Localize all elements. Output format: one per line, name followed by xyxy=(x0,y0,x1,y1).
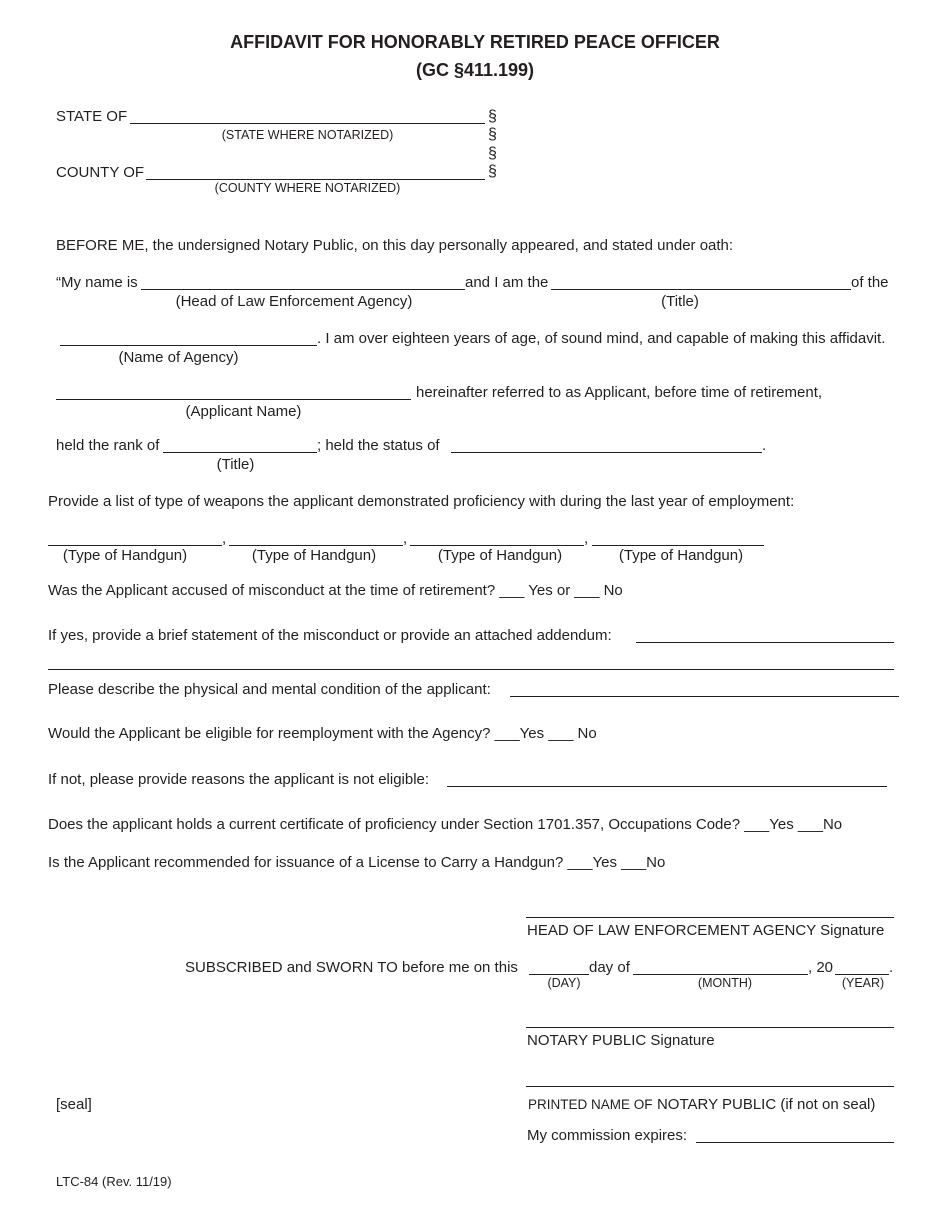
and-i-am-label: and I am the xyxy=(465,274,549,291)
misconduct-statement-field-2[interactable] xyxy=(48,669,894,670)
twenty-label: , 20 xyxy=(808,959,834,976)
comma: , xyxy=(222,530,227,547)
sworn-period: . xyxy=(889,959,894,976)
day-hint: (DAY) xyxy=(547,976,581,990)
section-mark: § xyxy=(488,145,497,162)
comma: , xyxy=(403,530,408,547)
section-mark: § xyxy=(488,108,497,125)
section-mark: § xyxy=(488,163,497,180)
seal-label: [seal] xyxy=(56,1096,92,1113)
handgun-field-3[interactable] xyxy=(410,545,584,546)
head-hint: (Head of Law Enforcement Agency) xyxy=(175,293,413,310)
printed-name-suffix: NOTARY PUBLIC (if not on seal) xyxy=(656,1096,876,1113)
year-hint: (YEAR) xyxy=(841,976,885,990)
month-field[interactable] xyxy=(633,974,808,975)
status-period: . xyxy=(762,437,767,454)
printed-name-label xyxy=(528,1096,875,1114)
county-field[interactable] xyxy=(146,179,485,180)
state-field[interactable] xyxy=(130,123,485,124)
head-title-field[interactable] xyxy=(551,289,851,290)
certificate-question: Does the applicant holds a current certificate of proficiency under Section 1701.357, Occupations Code? ___Yes ___No xyxy=(48,816,843,833)
not-eligible-field[interactable] xyxy=(447,786,887,787)
head-signature-field[interactable] xyxy=(526,917,894,918)
comma: , xyxy=(584,530,589,547)
misconduct-statement-label: If yes, provide a brief statement of the misconduct or provide an attached addendum: xyxy=(48,627,612,644)
misconduct-statement-field[interactable] xyxy=(636,642,894,643)
handgun-hint: (Type of Handgun) xyxy=(251,547,377,564)
condition-label: Please describe the physical and mental condition of the applicant: xyxy=(48,681,491,698)
handgun-field-1[interactable] xyxy=(48,545,222,546)
commission-label: My commission expires: xyxy=(527,1127,688,1144)
of-the-label: of the xyxy=(851,274,889,291)
my-name-label: “My name is xyxy=(56,274,138,291)
form-statute: (GC §411.199) xyxy=(415,60,535,80)
notary-signature-label: NOTARY PUBLIC Signature xyxy=(527,1032,715,1049)
rank-field[interactable] xyxy=(163,452,317,453)
held-status-label: ; held the status of xyxy=(317,437,440,454)
handgun-field-4[interactable] xyxy=(592,545,764,546)
applicant-field[interactable] xyxy=(56,399,411,400)
over-eighteen-text: . I am over eighteen years of age, of sound mind, and capable of making this affidavit. xyxy=(317,330,886,347)
status-field[interactable] xyxy=(451,452,762,453)
state-hint: (STATE WHERE NOTARIZED) xyxy=(221,128,394,142)
held-rank-label: held the rank of xyxy=(56,437,160,454)
head-signature-label: HEAD OF LAW ENFORCEMENT AGENCY Signature xyxy=(527,922,885,939)
title-hint: (Title) xyxy=(661,293,699,310)
head-name-field[interactable] xyxy=(141,289,465,290)
recommended-question: Is the Applicant recommended for issuance of a License to Carry a Handgun? ___Yes ___No xyxy=(48,854,666,871)
applicant-hint: (Applicant Name) xyxy=(185,403,302,420)
not-eligible-label: If not, please provide reasons the applicant is not eligible: xyxy=(48,771,430,788)
agency-hint: (Name of Agency) xyxy=(118,349,239,366)
handgun-hint: (Type of Handgun) xyxy=(618,547,744,564)
county-hint: (COUNTY WHERE NOTARIZED) xyxy=(214,181,401,195)
handgun-hint: (Type of Handgun) xyxy=(437,547,563,564)
handgun-hint: (Type of Handgun) xyxy=(62,547,188,564)
agency-field[interactable] xyxy=(60,345,317,346)
printed-name-field[interactable] xyxy=(526,1086,894,1087)
reemployment-question: Would the Applicant be eligible for reemployment with the Agency? ___Yes ___ No xyxy=(48,725,597,742)
notary-signature-field[interactable] xyxy=(526,1027,894,1028)
intro-text: BEFORE ME, the undersigned Notary Public, on this day personally appeared, and stated under oath: xyxy=(56,237,734,254)
year-field[interactable] xyxy=(835,974,889,975)
section-mark: § xyxy=(488,126,497,143)
month-hint: (MONTH) xyxy=(697,976,753,990)
state-label: STATE OF xyxy=(56,108,128,125)
commission-field[interactable] xyxy=(696,1142,894,1143)
handgun-field-2[interactable] xyxy=(229,545,403,546)
condition-field[interactable] xyxy=(510,696,899,697)
day-field[interactable] xyxy=(529,974,589,975)
rank-hint: (Title) xyxy=(216,456,255,473)
day-of-label: day of xyxy=(589,959,630,976)
weapons-prompt: Provide a list of type of weapons the applicant demonstrated proficiency with during the last year of employment: xyxy=(48,493,795,510)
subscribed-text: SUBSCRIBED and SWORN TO before me on this xyxy=(185,959,518,976)
misconduct-question: Was the Applicant accused of misconduct at the time of retirement? ___ Yes or ___ No xyxy=(48,582,623,599)
hereinafter-text: hereinafter referred to as Applicant, before time of retirement, xyxy=(416,384,823,401)
form-number: LTC-84 (Rev. 11/19) xyxy=(56,1174,172,1189)
printed-name-prefix: PRINTED NAME OF xyxy=(528,1097,653,1112)
form-title: AFFIDAVIT FOR HONORABLY RETIRED PEACE OFFICER xyxy=(230,32,720,52)
county-label: COUNTY OF xyxy=(56,164,145,181)
